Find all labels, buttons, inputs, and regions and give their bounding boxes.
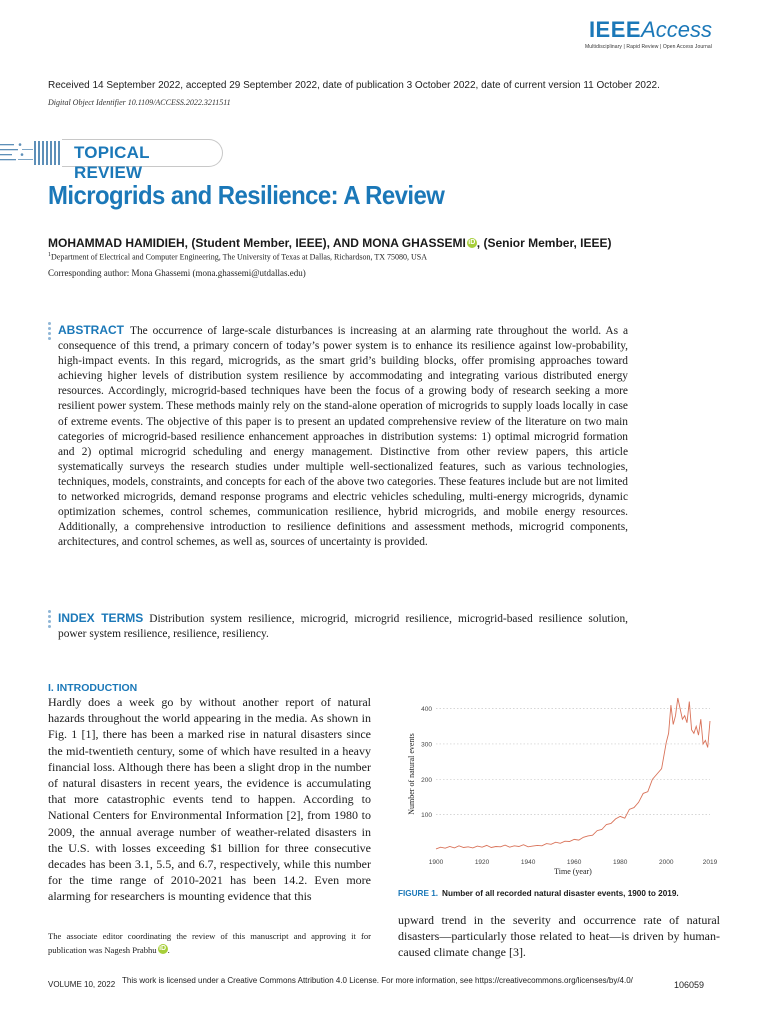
y-tick-label-200: 200: [421, 776, 432, 784]
series-line: [436, 698, 710, 849]
affiliation-text: Department of Electrical and Computer Engineering, The University of Texas at Dallas, Richardson, TX 75080, USA: [51, 252, 428, 262]
y-tick-label-100: 100: [421, 812, 432, 820]
banner-label: TOPICAL REVIEW: [74, 143, 150, 182]
intro-paragraph-continued: upward trend in the severity and occurrence rate of natural disasters—particularly those related to heat—is driven by human-caused climate change [3].: [398, 913, 720, 960]
index-terms: [58, 611, 628, 642]
abstract-heading: ABSTRACT: [58, 323, 124, 337]
associate-editor-text: The associate editor coordinating the review of this manuscript and approving it for publication was Nagesh Prabhu: [48, 931, 371, 955]
affiliation: [48, 252, 427, 262]
intro-paragraph: Hardly does a week go by without another report of natural hazards throughout the world appearing in the media. As shown in Fig. 1 [1], there has been a marked rise in natural disasters since the mid-twentieth century, some of which have resulted in a heavy financial loss. Although there has been a slight drop in the number of natural disasters in recent years, the evidence is accumulating that more catastrophic events tend to happen. According to National Centers for Environmental Information [2], from 1980 to 2009, the annual average number of weather-related disasters in the U.S. with losses exceeding $1 billion for three consecutive decades has been 3.1, 5.5, and 6.7, respectively, while this number for the time range of 2010-2021 has been 14.2. Even more alarming for researchers is mounting evidence that this: [48, 695, 371, 904]
brand-italic: Access: [641, 17, 712, 42]
y-tick-label-400: 400: [421, 706, 432, 714]
doi: Digital Object Identifier 10.1109/ACCESS.2022.3211511: [48, 98, 231, 107]
banner-lines-icon: [0, 141, 62, 165]
x-tick-label-1980: 1980: [612, 859, 628, 866]
index-terms-text: Distribution system resilience, microgrid, microgrid resilience, microgrid-based resilience solution, power system resilience, resilience, resiliency.: [58, 613, 628, 641]
figure-caption: [398, 889, 679, 898]
affiliation-sup: 1: [48, 252, 51, 258]
abstract-text: The occurrence of large-scale disturbances is increasing at an alarming rate throughout the world. As a consequence of this trend, a primary concern of today’s power system is to enhance its resilience against low-probability, high-impact events. In this regard, microgrids, as the smart grid’s building blocks, offer promising approaches toward achieving higher levels of distribution system resilience by accommodating and integrating various distributed energy resources. Accordingly, microgrid-based techniques have been the focus of a growing body of research seeking a more resilient power system. These methods mainly rely on the stand-alone operation of microgrids to supply loads locally in case of extreme events. The objective of this paper is to present an updated comprehensive review of the literature on two main categories of microgrid-based resilience enhancement approaches in distribution systems: 1) optimal microgrid formation and 2) optimal microgrid scheduling and energy management. Distinctive from other review papers, this article systematically surveys the research studies under multiple well-sectionalized features, such as various technologies, techniques, models, constraints, and concepts for each of the above two categories. These features include but are not limited to networked microgrids, demand response programs and electric vehicles scheduling, multi-energy microgrids, dynamic optimization schemes, control schemes, communication resilience, hybrid microgrids, and mobile energy resources. Additionally, a comprehensive introduction to resilience definitions and assessment methods, microgrid components, architectures, and control schemes, as well as, sources of uncertainty is provided.: [58, 325, 628, 549]
received-dates: Received 14 September 2022, accepted 29 September 2022, date of publication 3 October 2022, date of current version 11 October 2022.: [48, 80, 660, 91]
x-tick-label-1940: 1940: [520, 859, 536, 866]
x-tick-label-1920: 1920: [474, 859, 490, 866]
license-notice[interactable]: This work is licensed under a Creative Commons Attribution 4.0 License. For more information, see https://creativecommons.org/licenses/by/4.0/: [122, 976, 633, 985]
topical-review-banner: [0, 137, 232, 182]
x-tick-label-1960: 1960: [566, 859, 582, 866]
x-tick-label-1900: 1900: [428, 859, 444, 866]
abstract: [58, 323, 628, 550]
associate-editor-end: .: [167, 944, 170, 955]
x-tick-label-2019: 2019: [702, 859, 718, 866]
volume-info: VOLUME 10, 2022: [48, 980, 116, 989]
x-axis-label: Time (year): [554, 867, 592, 876]
section-heading-introduction: I. INTRODUCTION: [48, 682, 138, 694]
authors-membership: , (Senior Member, IEEE): [476, 236, 612, 250]
x-tick-label-2000: 2000: [659, 859, 674, 866]
corresponding-author: Corresponding author: Mona Ghassemi (mona.ghassemi@utdallas.edu): [48, 268, 306, 278]
index-terms-heading: INDEX TERMS: [58, 611, 144, 625]
y-tick-label-300: 300: [421, 741, 432, 749]
figure-1-chart: [398, 690, 720, 880]
authors: [48, 236, 612, 250]
figure-label: FIGURE 1.: [398, 889, 439, 898]
editor-orcid-icon[interactable]: iD: [159, 944, 167, 952]
figure-caption-text: Number of all recorded natural disaster events, 1900 to 2019.: [442, 889, 679, 898]
associate-editor-note: [48, 930, 371, 957]
abstract-dots-icon: [48, 322, 51, 342]
y-axis-label: Number of natural events: [407, 733, 416, 815]
journal-logo: [585, 18, 712, 50]
page-number: 106059: [674, 980, 705, 990]
brand-bold: IEEE: [588, 17, 642, 42]
paper-title: Microgrids and Resilience: A Review: [48, 180, 445, 210]
journal-tagline: Multidisciplinary | Rapid Review | Open Access Journal: [585, 44, 712, 50]
orcid-icon[interactable]: iD: [468, 239, 476, 246]
index-dots-icon: [48, 610, 51, 630]
authors-text: MOHAMMAD HAMIDIEH, (Student Member, IEEE), AND MONA GHASSEMI: [48, 236, 466, 250]
